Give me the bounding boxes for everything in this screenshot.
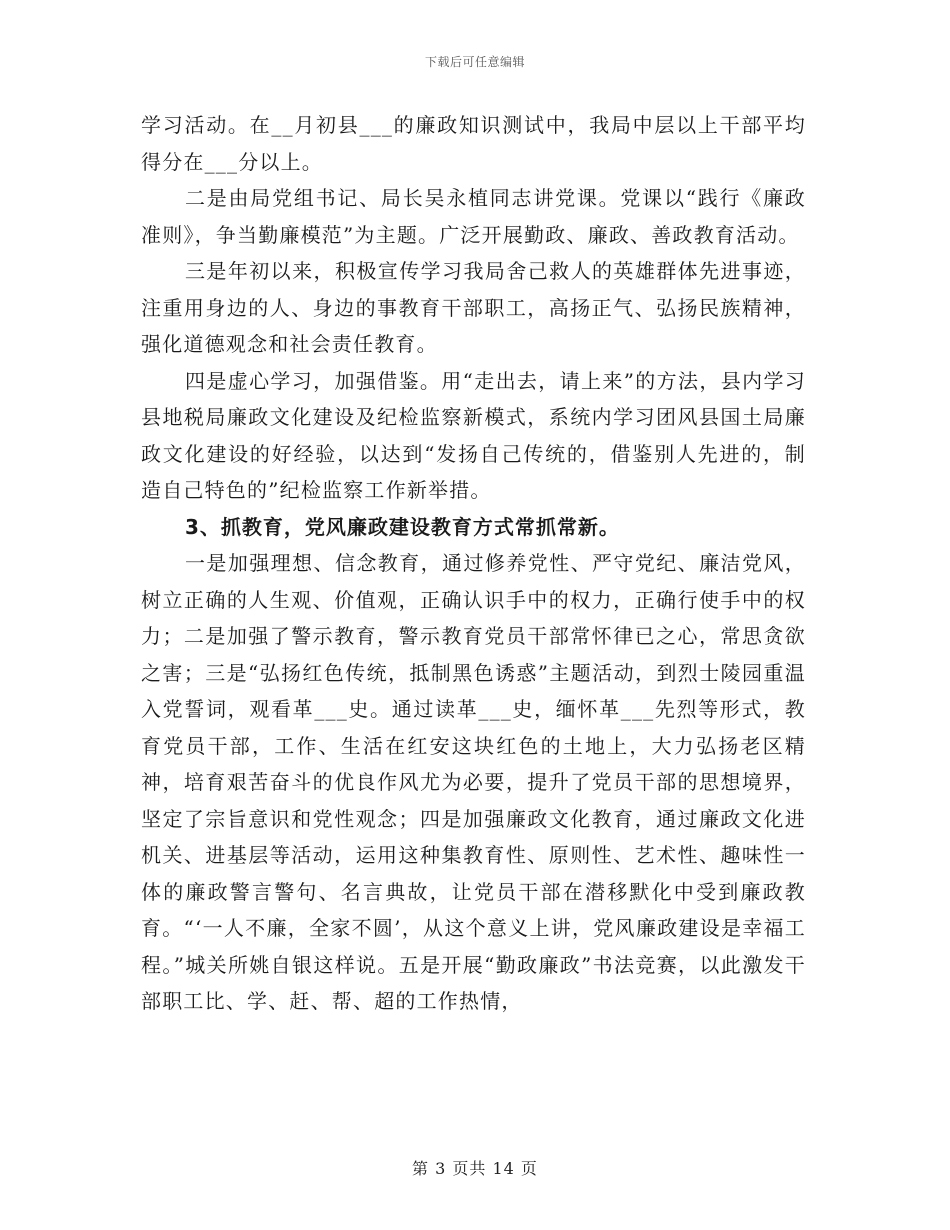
paragraph-item-three: 三是年初以来，积极宣传学习我局舍己救人的英雄群体先进事迹，注重用身边的人、身边的事教育干部职工，高扬正气、弘扬民族精神，强化道德观念和社会责任教育。 <box>141 259 806 356</box>
paragraph-education: 一是加强理想、信念教育，通过修养党性、严守党纪、廉洁党风，树立正确的人生观、价值观，正确认识手中的权力，正确行使手中的权力；二是加强了警示教育，警示教育党员干部常怀律已之心，常思贪欲之害；三是“弘扬红色传统，抵制黑色诱惑”主题活动，到烈士陵园重温入党誓词，观看革___史。通过读革___史，缅怀革___先烈等形式，教育党员干部，工作、生活在红安这块红色的土地上，大力弘扬老区精神，培育艰苦奋斗的优良作风尤为必要，提升了党员干部的思想境界，坚定了宗旨意识和党性观念；四是加强廉政文化教育，通过廉政文化进机关、进基层等活动，运用这种集教育性、原则性、艺术性、趣味性一体的廉政警言警句、名言典故，让党员干部在潜移默化中受到廉政教育。“‘一人不廉，全家不圆’，从这个意义上讲，党风廉政建设是幸福工程。”城关所姚自银这样说。五是开展“勤政廉政”书法竞赛，以此激发干部职工比、学、赶、帮、超的工作热情， <box>141 551 806 1013</box>
document-body <box>141 107 806 1020</box>
paragraph-continued: 学习活动。在__月初县___的廉政知识测试中，我局中层以上干部平均得分在___分以上。 <box>141 113 806 174</box>
paragraph-item-four: 四是虚心学习，加强借鉴。用“走出去，请上来”的方法，县内学习县地税局廉政文化建设及纪检监察新模式，系统内学习团风县国土局廉政文化建设的好经验，以达到“发扬自己传统的，借鉴别人先进的，制造自己特色的”纪检监察工作新举措。 <box>141 368 806 502</box>
header-note: 下载后可任意编辑 <box>424 55 525 69</box>
section-heading: 3、抓教育，党风廉政建设教育方式常抓常新。 <box>185 514 620 539</box>
page-number: 第 3 页共 14 页 <box>412 1159 538 1178</box>
paragraph-item-two: 二是由局党组书记、局长吴永植同志讲党课。党课以“践行《廉政准则》，争当勤廉模范”为主题。广泛开展勤政、廉政、善政教育活动。 <box>141 186 806 247</box>
